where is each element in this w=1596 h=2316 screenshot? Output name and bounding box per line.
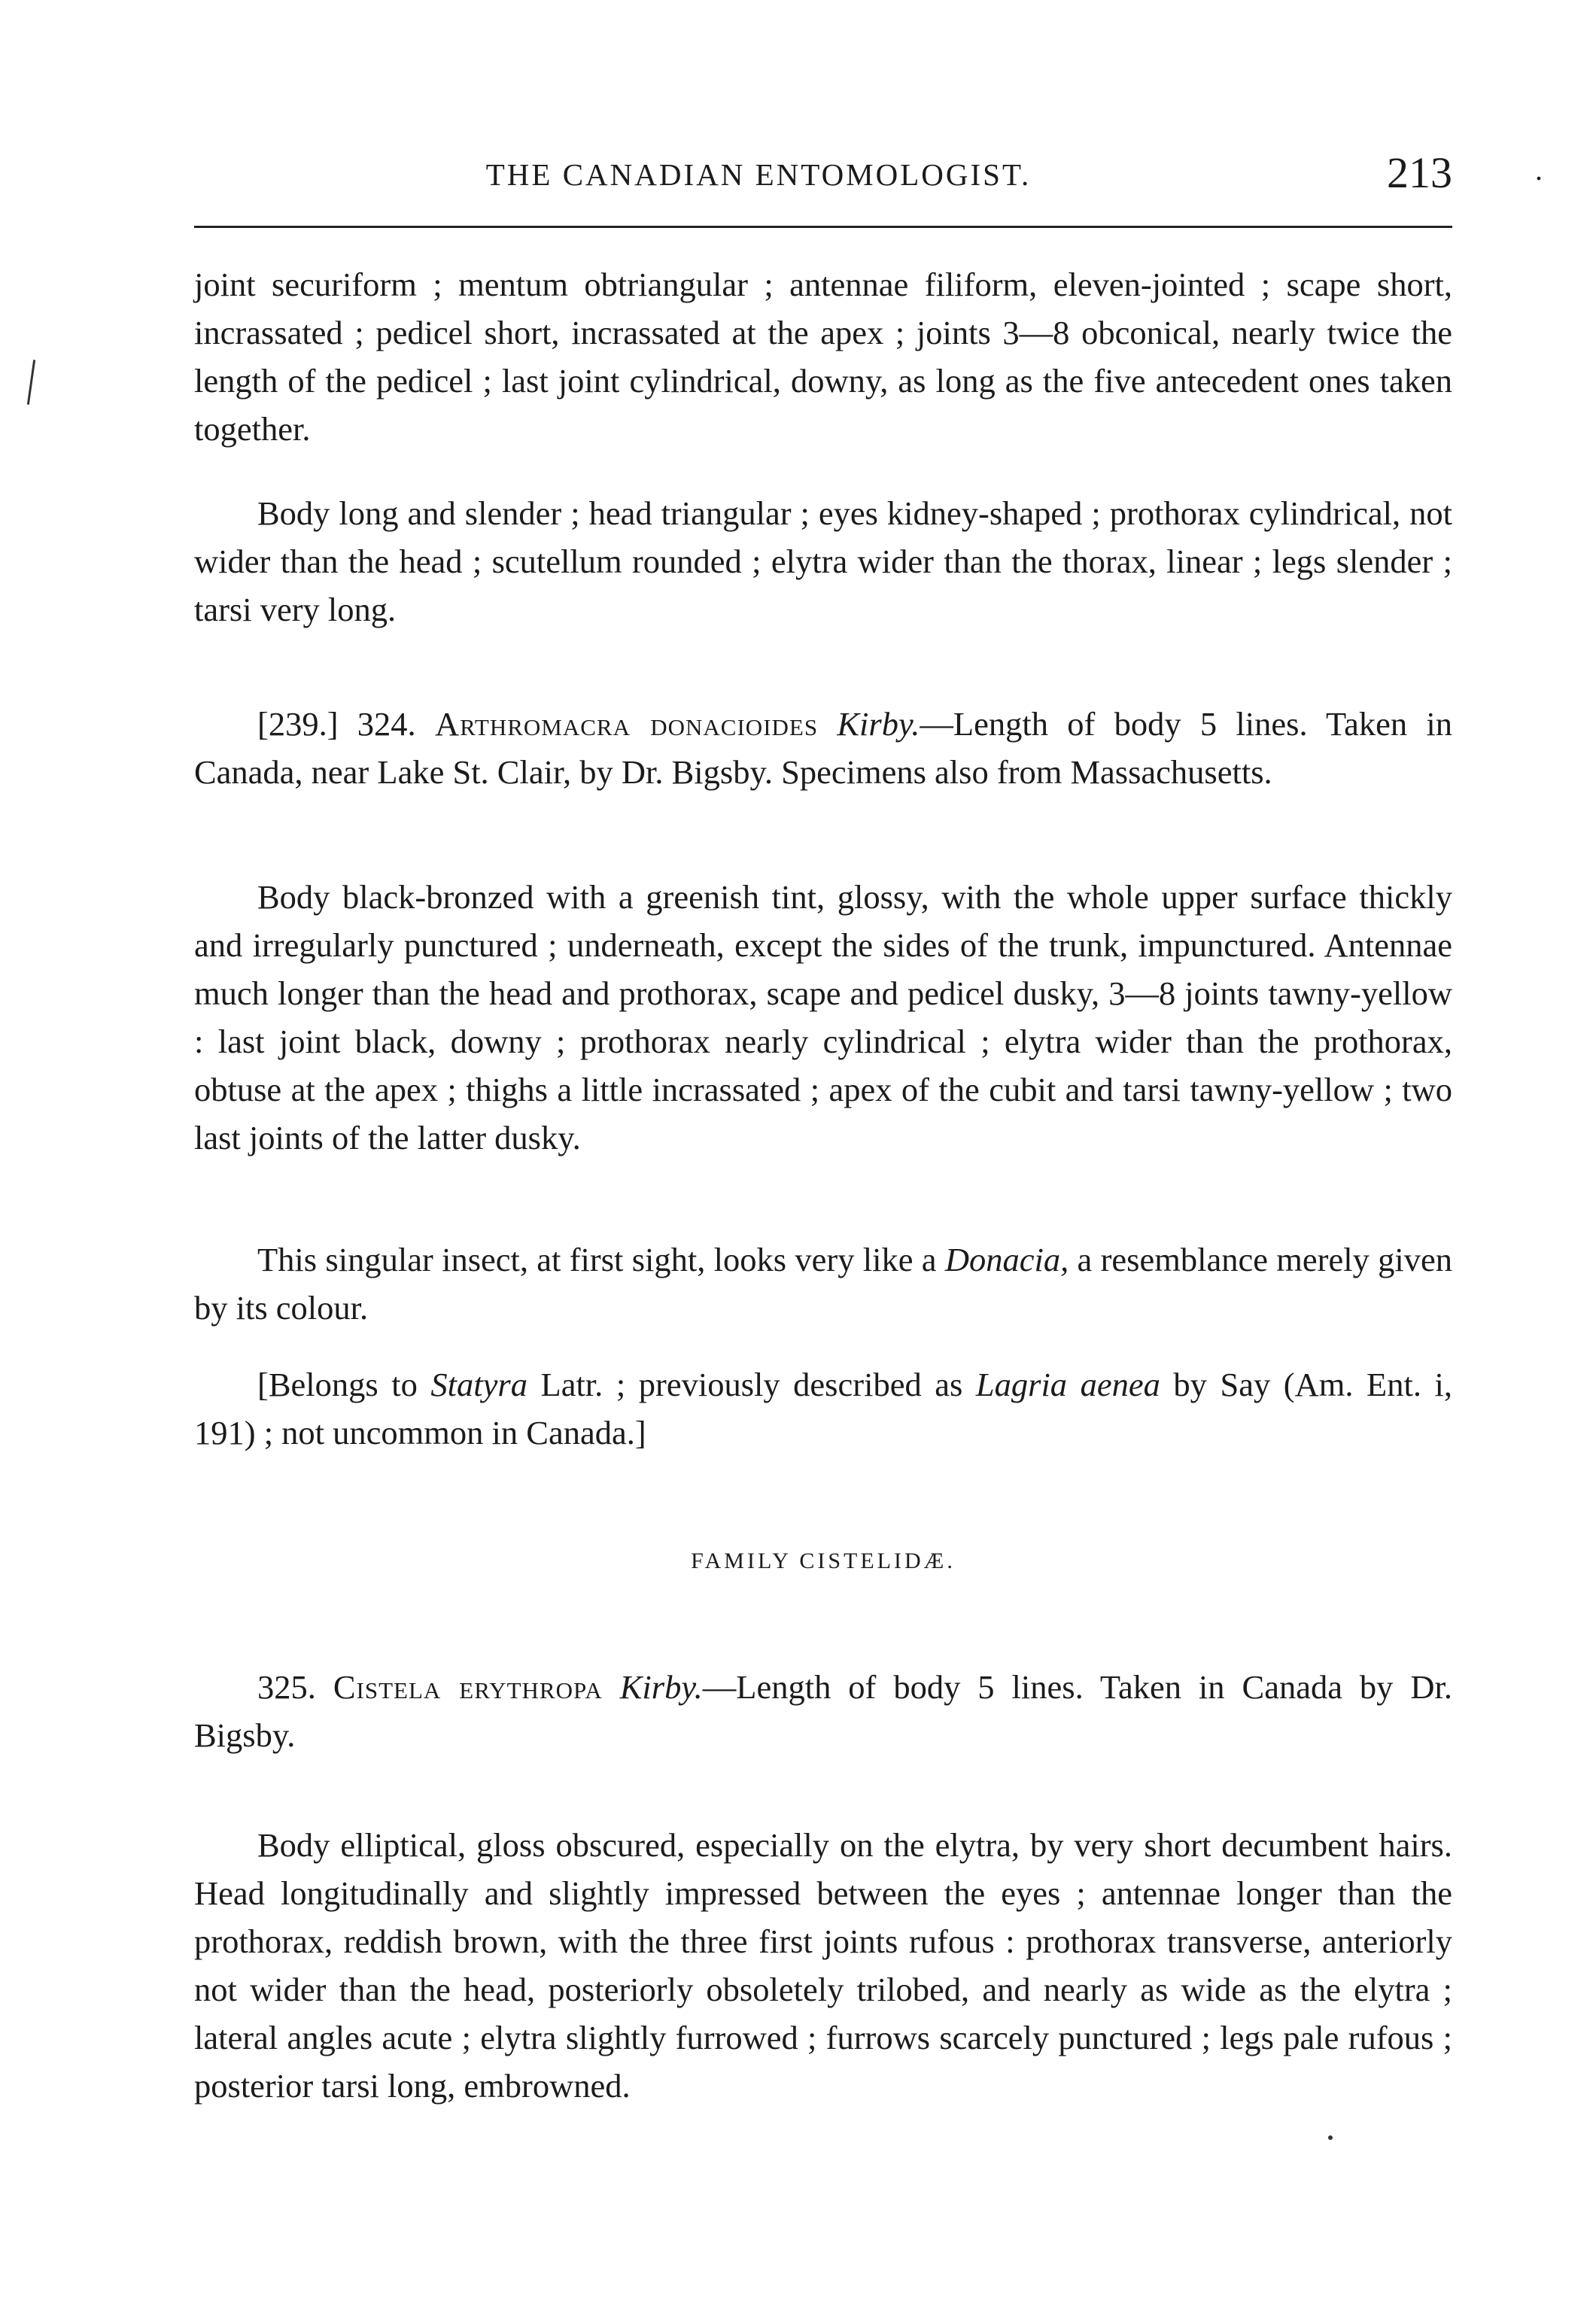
note-text-start: This singular insect, at first sight, looks very like a (257, 1241, 945, 1278)
paragraph-species-324 (194, 700, 1452, 796)
stray-ink-dot (1328, 2135, 1333, 2140)
editorial-genus-italic: Statyra (430, 1366, 527, 1403)
note-genus-italic: Donacia, (944, 1241, 1069, 1278)
species-author: Kirby. (837, 705, 920, 743)
species-name: Cistela erythropa (333, 1668, 603, 1706)
margin-pencil-mark (27, 360, 35, 405)
editorial-text-a: [Belongs to (257, 1366, 431, 1403)
stray-tick-mark: . (1535, 153, 1543, 187)
editorial-species-italic: Lagria aenea (975, 1366, 1160, 1403)
specimen-reference: 325. (257, 1668, 316, 1706)
editorial-text-c: Latr. ; previously described as (527, 1366, 976, 1403)
paragraph-species-325-description: Body elliptical, gloss obscured, especially on the elytra, by very short decumbent hairs. Head longitudinally and slightly impressed between the eyes ; antennae longer than the prothorax, reddish brown, with the three first joints rufous : prothorax transverse, anteriorly not wider than the head, posteriorly obsoletely trilobed, and nearly as wide as the elytra ; lateral angles acute ; elytra slightly furrowed ; furrows scarcely punctured ; legs pale rufous ; posterior tarsi long, embrowned. (194, 1826, 1452, 2105)
paragraph-species-324-description: Body black-bronzed with a greenish tint, glossy, with the whole upper surface thickly and irregularly punctured ; underneath, except the sides of the trunk, impunctured. Antennae much longer than the head and prothorax, scape and pedicel dusky, 3—8 joints tawny-yellow : last joint black, downy ; prothorax nearly cylindrical ; elytra wider than the prothorax, obtuse at the apex ; thighs a little incrassated ; apex of the cubit and tarsi tawny-yellow ; two last joints of the latter dusky. (194, 878, 1452, 1156)
running-head (194, 147, 1543, 200)
paragraph-species-325 (194, 1663, 1452, 1759)
running-title: THE CANADIAN ENTOMOLOGIST. (485, 157, 1032, 192)
specimen-reference: [239.] 324. (257, 705, 416, 743)
paragraph-resemblance-note (194, 1236, 1452, 1332)
page-number: 213 (1387, 148, 1452, 197)
editorial-text-e: by Say (Am. Ent. i, 191) ; not uncommon in Canada.] (194, 1366, 1453, 1451)
paragraph-editorial-note (194, 1360, 1452, 1457)
note-text-end: a resemblance merely given by its colour. (194, 1241, 1452, 1327)
species-name: Arthromacra donacioides (434, 705, 819, 743)
species-details: —Length of body 5 lines. Taken in Canada, near Lake St. Clair, by Dr. Bigsby. Specimens also from Massachusetts. (194, 705, 1453, 791)
header-rule (194, 226, 1452, 228)
species-details: —Length of body 5 lines. Taken in Canada by Dr. Bigsby. (194, 1668, 1453, 1754)
species-author: Kirby. (619, 1668, 703, 1706)
paragraph-body-description: Body long and slender ; head triangular ; eyes kidney-shaped ; prothorax cylindrical, not wider than the head ; scutellum rounded ; elytra wider than the thorax, linear ; legs slender ; tarsi very long. (194, 494, 1452, 628)
paragraph-genus-characters-continued: joint securiform ; mentum obtriangular ; antennae filiform, eleven-jointed ; scape short, incrassated ; pedicel short, incrassated at the apex ; joints 3—8 obconical, nearly twice the length of the pedicel ; last joint cylindrical, downy, as long as the five antecedent ones taken together. (194, 266, 1452, 448)
family-heading: FAMILY CISTELIDÆ. (691, 1549, 956, 1573)
